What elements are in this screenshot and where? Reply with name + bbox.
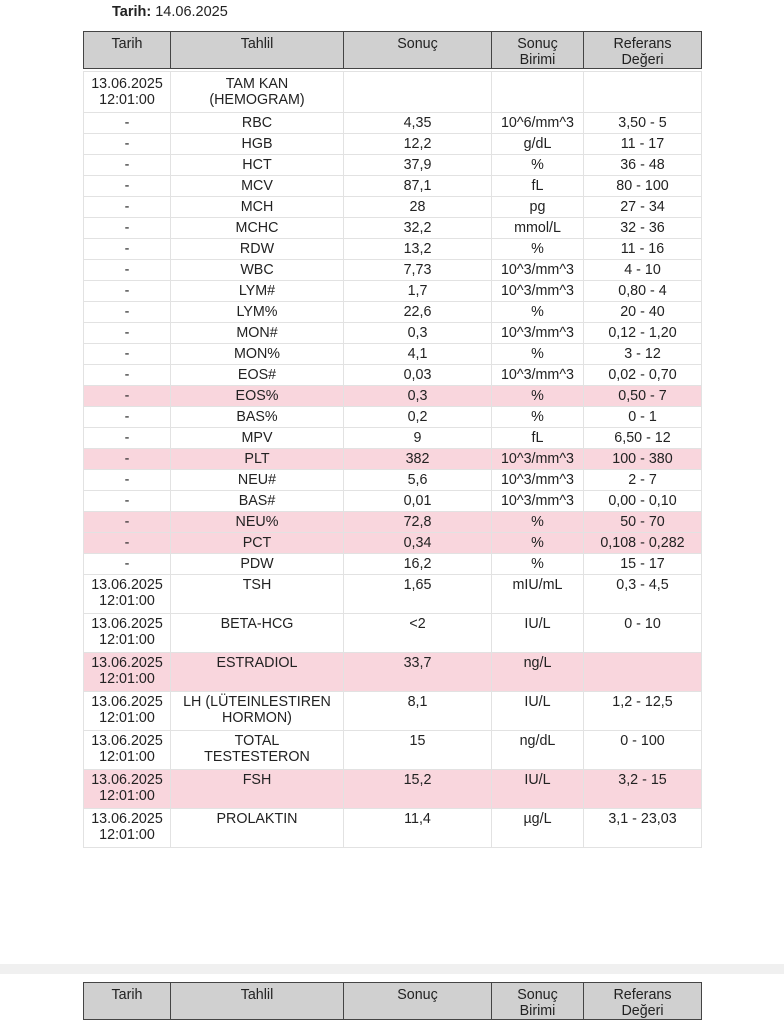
row-ref: 4 - 10 bbox=[584, 260, 702, 281]
row-test: EOS# bbox=[171, 365, 344, 386]
table-row bbox=[84, 653, 702, 692]
date-label: Tarih: bbox=[112, 4, 152, 20]
row-unit: % bbox=[492, 302, 584, 323]
row-test: TAM KAN (HEMOGRAM) bbox=[171, 72, 344, 113]
row-test: BAS# bbox=[171, 491, 344, 512]
table-row bbox=[84, 731, 702, 770]
row-result: 0,3 bbox=[344, 323, 492, 344]
table-header bbox=[84, 32, 702, 69]
row-test: TSH bbox=[171, 575, 344, 614]
row-date: - bbox=[84, 491, 171, 512]
row-test: MON% bbox=[171, 344, 344, 365]
row-unit: % bbox=[492, 386, 584, 407]
row-unit: ng/dL bbox=[492, 731, 584, 770]
row-result: 87,1 bbox=[344, 176, 492, 197]
table-row bbox=[84, 809, 702, 848]
row-ref: 32 - 36 bbox=[584, 218, 702, 239]
row-result: 22,6 bbox=[344, 302, 492, 323]
table-row bbox=[84, 113, 702, 134]
row-ref: 3,50 - 5 bbox=[584, 113, 702, 134]
row-test: MCH bbox=[171, 197, 344, 218]
row-result: 4,1 bbox=[344, 344, 492, 365]
row-date: - bbox=[84, 449, 171, 470]
table-row bbox=[84, 239, 702, 260]
row-date: - bbox=[84, 197, 171, 218]
row-test: LH (LÜTEINLESTIREN HORMON) bbox=[171, 692, 344, 731]
row-ref: 0,3 - 4,5 bbox=[584, 575, 702, 614]
table-row bbox=[84, 470, 702, 491]
row-test: LYM% bbox=[171, 302, 344, 323]
row-unit: % bbox=[492, 239, 584, 260]
row-test: PDW bbox=[171, 554, 344, 575]
row-result: 9 bbox=[344, 428, 492, 449]
row-test: PROLAKTIN bbox=[171, 809, 344, 848]
row-test: BETA-HCG bbox=[171, 614, 344, 653]
row-ref: 0,108 - 0,282 bbox=[584, 533, 702, 554]
col-ref: Referans Değeri bbox=[584, 32, 702, 69]
row-result: 11,4 bbox=[344, 809, 492, 848]
table-row bbox=[84, 176, 702, 197]
table-row bbox=[84, 770, 702, 809]
row-unit: 10^3/mm^3 bbox=[492, 365, 584, 386]
row-ref: 36 - 48 bbox=[584, 155, 702, 176]
row-test: MCHC bbox=[171, 218, 344, 239]
row-test: MON# bbox=[171, 323, 344, 344]
table-row bbox=[84, 614, 702, 653]
table-row bbox=[84, 449, 702, 470]
col-test: Tahlil bbox=[171, 32, 344, 69]
row-result: 28 bbox=[344, 197, 492, 218]
row-test: RDW bbox=[171, 239, 344, 260]
row-date: - bbox=[84, 428, 171, 449]
row-date: - bbox=[84, 344, 171, 365]
row-unit: 10^3/mm^3 bbox=[492, 260, 584, 281]
row-date: - bbox=[84, 218, 171, 239]
row-date: - bbox=[84, 239, 171, 260]
row-ref: 20 - 40 bbox=[584, 302, 702, 323]
row-unit: 10^3/mm^3 bbox=[492, 491, 584, 512]
table-row bbox=[84, 575, 702, 614]
row-ref: 3,2 - 15 bbox=[584, 770, 702, 809]
row-test: TOTAL TESTESTERON bbox=[171, 731, 344, 770]
col-ref: Referans Değeri bbox=[584, 983, 702, 1020]
row-unit: % bbox=[492, 533, 584, 554]
col-date: Tarih bbox=[84, 983, 171, 1020]
row-unit: mmol/L bbox=[492, 218, 584, 239]
row-date: - bbox=[84, 533, 171, 554]
row-ref: 15 - 17 bbox=[584, 554, 702, 575]
row-test: EOS% bbox=[171, 386, 344, 407]
row-unit: fL bbox=[492, 176, 584, 197]
row-result: 13,2 bbox=[344, 239, 492, 260]
row-result: <2 bbox=[344, 614, 492, 653]
row-test: NEU# bbox=[171, 470, 344, 491]
table-row bbox=[84, 302, 702, 323]
row-ref: 0 - 100 bbox=[584, 731, 702, 770]
row-result: 5,6 bbox=[344, 470, 492, 491]
row-unit: 10^6/mm^3 bbox=[492, 113, 584, 134]
row-date: - bbox=[84, 155, 171, 176]
row-unit bbox=[492, 72, 584, 113]
row-result: 4,35 bbox=[344, 113, 492, 134]
table-row bbox=[84, 554, 702, 575]
row-unit: IU/L bbox=[492, 614, 584, 653]
row-result: 7,73 bbox=[344, 260, 492, 281]
row-unit: 10^3/mm^3 bbox=[492, 449, 584, 470]
row-unit: fL bbox=[492, 428, 584, 449]
row-date: - bbox=[84, 113, 171, 134]
report-date bbox=[112, 3, 228, 21]
page-separator bbox=[0, 964, 784, 974]
row-unit: IU/L bbox=[492, 770, 584, 809]
row-test: PCT bbox=[171, 533, 344, 554]
row-date: 13.06.2025 12:01:00 bbox=[84, 575, 171, 614]
row-test: LYM# bbox=[171, 281, 344, 302]
row-result: 0,03 bbox=[344, 365, 492, 386]
row-ref: 11 - 16 bbox=[584, 239, 702, 260]
table-row bbox=[84, 533, 702, 554]
row-test: BAS% bbox=[171, 407, 344, 428]
col-unit: Sonuç Birimi bbox=[492, 32, 584, 69]
row-test: MCV bbox=[171, 176, 344, 197]
row-ref: 0,80 - 4 bbox=[584, 281, 702, 302]
row-unit: mIU/mL bbox=[492, 575, 584, 614]
row-result: 15 bbox=[344, 731, 492, 770]
table-row bbox=[84, 407, 702, 428]
table-row bbox=[84, 512, 702, 533]
row-result: 0,34 bbox=[344, 533, 492, 554]
row-test: FSH bbox=[171, 770, 344, 809]
table-row bbox=[84, 692, 702, 731]
row-ref: 2 - 7 bbox=[584, 470, 702, 491]
row-test: WBC bbox=[171, 260, 344, 281]
row-result: 15,2 bbox=[344, 770, 492, 809]
row-date: 13.06.2025 12:01:00 bbox=[84, 731, 171, 770]
row-unit: ng/L bbox=[492, 653, 584, 692]
row-result: 33,7 bbox=[344, 653, 492, 692]
row-ref: 27 - 34 bbox=[584, 197, 702, 218]
row-ref: 0,02 - 0,70 bbox=[584, 365, 702, 386]
table-row bbox=[84, 155, 702, 176]
row-result: 1,7 bbox=[344, 281, 492, 302]
row-date: 13.06.2025 12:01:00 bbox=[84, 809, 171, 848]
row-date: - bbox=[84, 365, 171, 386]
row-ref: 0 - 10 bbox=[584, 614, 702, 653]
row-date: - bbox=[84, 260, 171, 281]
row-date: - bbox=[84, 554, 171, 575]
row-date: - bbox=[84, 302, 171, 323]
col-date: Tarih bbox=[84, 32, 171, 69]
row-unit: % bbox=[492, 344, 584, 365]
col-result: Sonuç bbox=[344, 983, 492, 1020]
row-ref bbox=[584, 653, 702, 692]
row-unit: % bbox=[492, 554, 584, 575]
row-date: 13.06.2025 12:01:00 bbox=[84, 692, 171, 731]
row-test: HCT bbox=[171, 155, 344, 176]
row-result: 382 bbox=[344, 449, 492, 470]
row-test: ESTRADIOL bbox=[171, 653, 344, 692]
row-test: RBC bbox=[171, 113, 344, 134]
row-ref bbox=[584, 72, 702, 113]
row-ref: 3 - 12 bbox=[584, 344, 702, 365]
row-ref: 0 - 1 bbox=[584, 407, 702, 428]
row-result: 12,2 bbox=[344, 134, 492, 155]
row-ref: 50 - 70 bbox=[584, 512, 702, 533]
row-result: 1,65 bbox=[344, 575, 492, 614]
col-test: Tahlil bbox=[171, 983, 344, 1020]
row-date: 13.06.2025 12:01:00 bbox=[84, 72, 171, 113]
row-date: 13.06.2025 12:01:00 bbox=[84, 770, 171, 809]
row-test: HGB bbox=[171, 134, 344, 155]
row-ref: 0,50 - 7 bbox=[584, 386, 702, 407]
row-unit: 10^3/mm^3 bbox=[492, 470, 584, 491]
table-row bbox=[84, 197, 702, 218]
row-test: NEU% bbox=[171, 512, 344, 533]
table-row bbox=[84, 260, 702, 281]
col-result: Sonuç bbox=[344, 32, 492, 69]
row-date: - bbox=[84, 281, 171, 302]
row-unit: g/dL bbox=[492, 134, 584, 155]
row-date: - bbox=[84, 470, 171, 491]
row-date: - bbox=[84, 386, 171, 407]
row-result: 0,01 bbox=[344, 491, 492, 512]
row-result: 16,2 bbox=[344, 554, 492, 575]
row-result: 0,2 bbox=[344, 407, 492, 428]
table-row bbox=[84, 365, 702, 386]
row-test: PLT bbox=[171, 449, 344, 470]
table-row bbox=[84, 428, 702, 449]
col-unit: Sonuç Birimi bbox=[492, 983, 584, 1020]
row-ref: 0,12 - 1,20 bbox=[584, 323, 702, 344]
row-unit: pg bbox=[492, 197, 584, 218]
row-ref: 11 - 17 bbox=[584, 134, 702, 155]
row-ref: 3,1 - 23,03 bbox=[584, 809, 702, 848]
row-ref: 1,2 - 12,5 bbox=[584, 692, 702, 731]
row-result: 0,3 bbox=[344, 386, 492, 407]
date-value: 14.06.2025 bbox=[155, 4, 228, 20]
row-result: 32,2 bbox=[344, 218, 492, 239]
row-date: - bbox=[84, 512, 171, 533]
row-test: MPV bbox=[171, 428, 344, 449]
row-date: 13.06.2025 12:01:00 bbox=[84, 614, 171, 653]
row-unit: 10^3/mm^3 bbox=[492, 323, 584, 344]
table-row bbox=[84, 491, 702, 512]
table-row bbox=[84, 323, 702, 344]
row-result bbox=[344, 72, 492, 113]
table-row bbox=[84, 344, 702, 365]
row-date: - bbox=[84, 134, 171, 155]
table-row bbox=[84, 386, 702, 407]
row-date: - bbox=[84, 323, 171, 344]
row-ref: 6,50 - 12 bbox=[584, 428, 702, 449]
table-header bbox=[84, 983, 702, 1020]
results-table-next-page bbox=[83, 982, 702, 1020]
table-row bbox=[84, 72, 702, 113]
row-ref: 100 - 380 bbox=[584, 449, 702, 470]
row-unit: 10^3/mm^3 bbox=[492, 281, 584, 302]
row-unit: µg/L bbox=[492, 809, 584, 848]
row-result: 8,1 bbox=[344, 692, 492, 731]
row-date: - bbox=[84, 176, 171, 197]
table-row bbox=[84, 281, 702, 302]
row-unit: % bbox=[492, 155, 584, 176]
row-date: - bbox=[84, 407, 171, 428]
row-date: 13.06.2025 12:01:00 bbox=[84, 653, 171, 692]
row-unit: % bbox=[492, 407, 584, 428]
table-body bbox=[84, 69, 702, 848]
row-unit: % bbox=[492, 512, 584, 533]
row-result: 72,8 bbox=[344, 512, 492, 533]
row-unit: IU/L bbox=[492, 692, 584, 731]
results-table bbox=[83, 31, 702, 848]
table-row bbox=[84, 134, 702, 155]
table-row bbox=[84, 218, 702, 239]
row-result: 37,9 bbox=[344, 155, 492, 176]
row-ref: 0,00 - 0,10 bbox=[584, 491, 702, 512]
row-ref: 80 - 100 bbox=[584, 176, 702, 197]
